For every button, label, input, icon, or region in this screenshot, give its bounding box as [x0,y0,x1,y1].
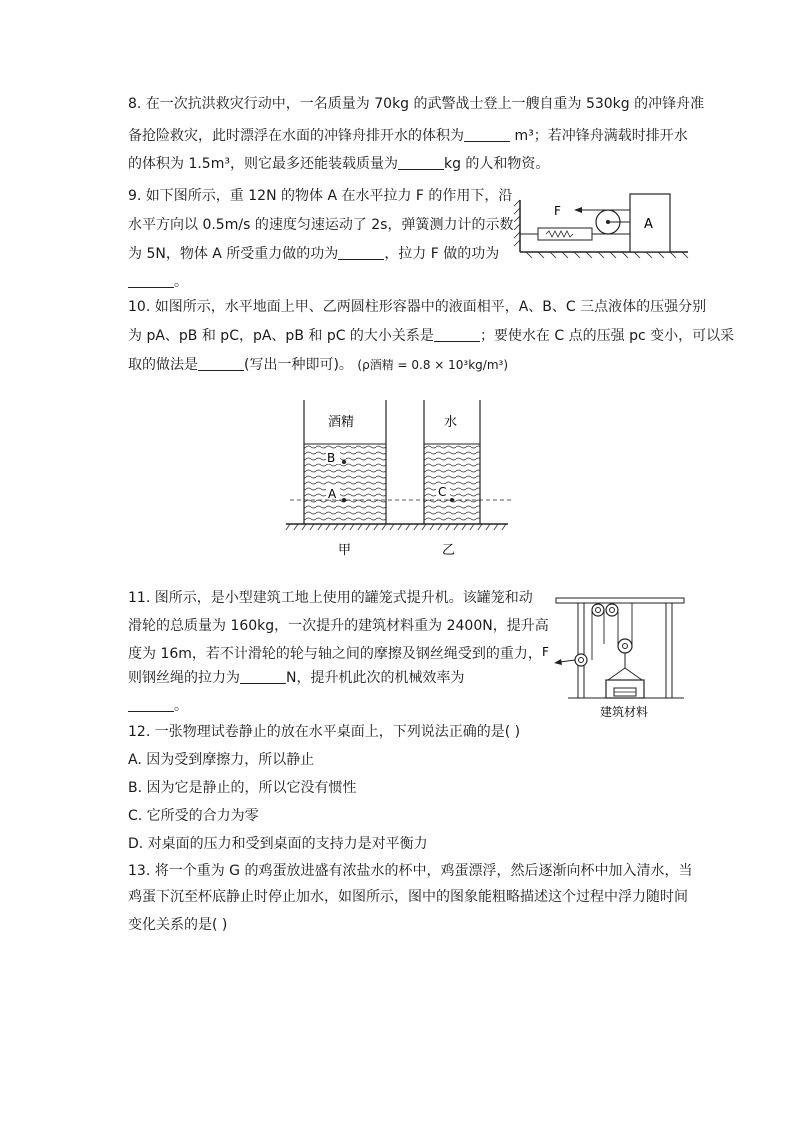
question-8-line-3 [128,150,549,178]
winch-pulley [575,654,587,666]
block-label: A [644,217,653,232]
question-10-line-3 [128,351,508,379]
question-10-text-d: (写出一种即可)。 [244,357,353,373]
answer-blank [338,243,384,260]
question-8-line-1: 8. 在一次抗洪救灾行动中，一名质量为 70kg 的武警战士登上一艘自重为 530kg 的冲锋舟准 [128,96,705,112]
option-c[interactable]: C. 它所受的合力为零 [128,808,259,824]
question-8-text-a: 备抢险救灾，此时漂浮在水面的冲锋舟排开水的体积为 [128,128,464,144]
question-9-line-4 [128,268,188,296]
answer-blank [198,354,244,371]
fixed-pulley [592,604,604,616]
point-a-label: A [328,487,337,501]
moving-pulley [618,639,632,653]
question-11-text-c: 。 [174,698,188,714]
point-b-label: B [327,451,336,465]
answer-blank [398,153,444,170]
question-9-text-c: 。 [174,274,188,290]
question-11-line-2: 滑轮的总质量为 160kg，一次提升的建筑材料重为 2400N，提升高 [128,618,549,634]
alcohol-liquid [304,444,386,524]
water-liquid [424,444,480,524]
option-d[interactable]: D. 对桌面的压力和受到桌面的支持力是对平衡力 [128,836,428,852]
point-b [342,460,346,464]
answer-blank [464,125,510,142]
question-9-line-1: 9. 如下图所示，重 12N 的物体 A 在水平拉力 F 的作用下，沿 [128,188,513,204]
container-yi-label: 乙 [442,543,456,558]
question-11-line-3: 度为 16m，若不计滑轮的轮与轴之间的摩擦及钢丝绳受到的重力， [128,646,542,662]
point-c-label: C [438,485,447,499]
question-10-text-a: 为 pA、pB 和 pC，pA、pB 和 pC 的大小关系是 [128,328,434,344]
question-10-text-b: ；要使水在 C 点的压强 pc 变小，可以采 [479,328,735,344]
question-11-text-a: 则钢丝绳的拉力为 [128,670,240,686]
question-11-text-b: N，提升机此次的机械效率为 [286,670,465,686]
question-13-line-1: 13. 将一个重为 G 的鸡蛋放进盛有浓盐水的杯中，鸡蛋漂浮，然后逐渐向杯中加入清水，当 [128,863,693,879]
question-10-text-c: 取的做法是 [128,357,198,373]
density-note: (ρ酒精 = 0.8 × 10³kg/m³) [357,358,509,372]
question-9-text-a: 为 5N，物体 A 所受重力做的功为 [128,246,339,262]
answer-blank [128,695,174,712]
question-10-figure [276,396,516,562]
question-8-text-d: kg 的人和物资。 [443,156,550,172]
question-11-line-1: 11. 图所示，是小型建筑工地上使用的罐笼式提升机。该罐笼和动 [128,590,533,606]
figure-caption: 建筑材料 [600,705,649,718]
question-12-stem: 12. 一张物理试卷静止的放在水平桌面上，下列说法正确的是( ) [128,724,521,740]
question-8-text-c: 的体积为 1.5m³，则它最多还能装载质量为 [128,156,398,172]
left-liquid-label: 酒精 [328,415,355,430]
question-11-line-4 [128,664,464,692]
question-10-line-2 [128,322,734,350]
question-9-line-2: 水平方向以 0.5m/s 的速度匀速运动了 2s，弹簧测力计的示数 [128,217,514,233]
question-10-line-1: 10. 如图所示，水平地面上甲、乙两圆柱形容器中的液面相平，A、B、C 三点液体的压强分别 [128,299,707,315]
answer-blank [240,667,286,684]
question-9-line-3 [128,240,499,268]
force-label: F [554,204,561,218]
question-11-line-5 [128,692,188,720]
force-label: F [542,645,549,659]
question-13-line-3: 变化关系的是( ) [128,917,228,933]
question-9-figure [512,186,692,262]
question-9-text-b: ，拉力 F 做的功为 [384,246,500,262]
answer-blank [128,271,174,288]
option-b[interactable]: B. 因为它是静止的，所以它没有惯性 [128,780,357,796]
answer-blank [434,325,480,342]
fixed-pulley [606,604,618,616]
container-jia-label: 甲 [338,543,352,558]
option-a[interactable]: A. 因为受到摩擦力，所以静止 [128,752,315,768]
question-8-text-b: m³；若冲锋舟满载时排开水 [514,128,688,144]
question-8-line-2 [128,122,688,150]
question-11-figure [538,592,690,718]
question-13-line-2: 鸡蛋下沉至杯底静止时停止加水，如图所示，图中的图象能粗略描述这个过程中浮力随时间 [128,889,688,905]
right-liquid-label: 水 [444,415,458,430]
